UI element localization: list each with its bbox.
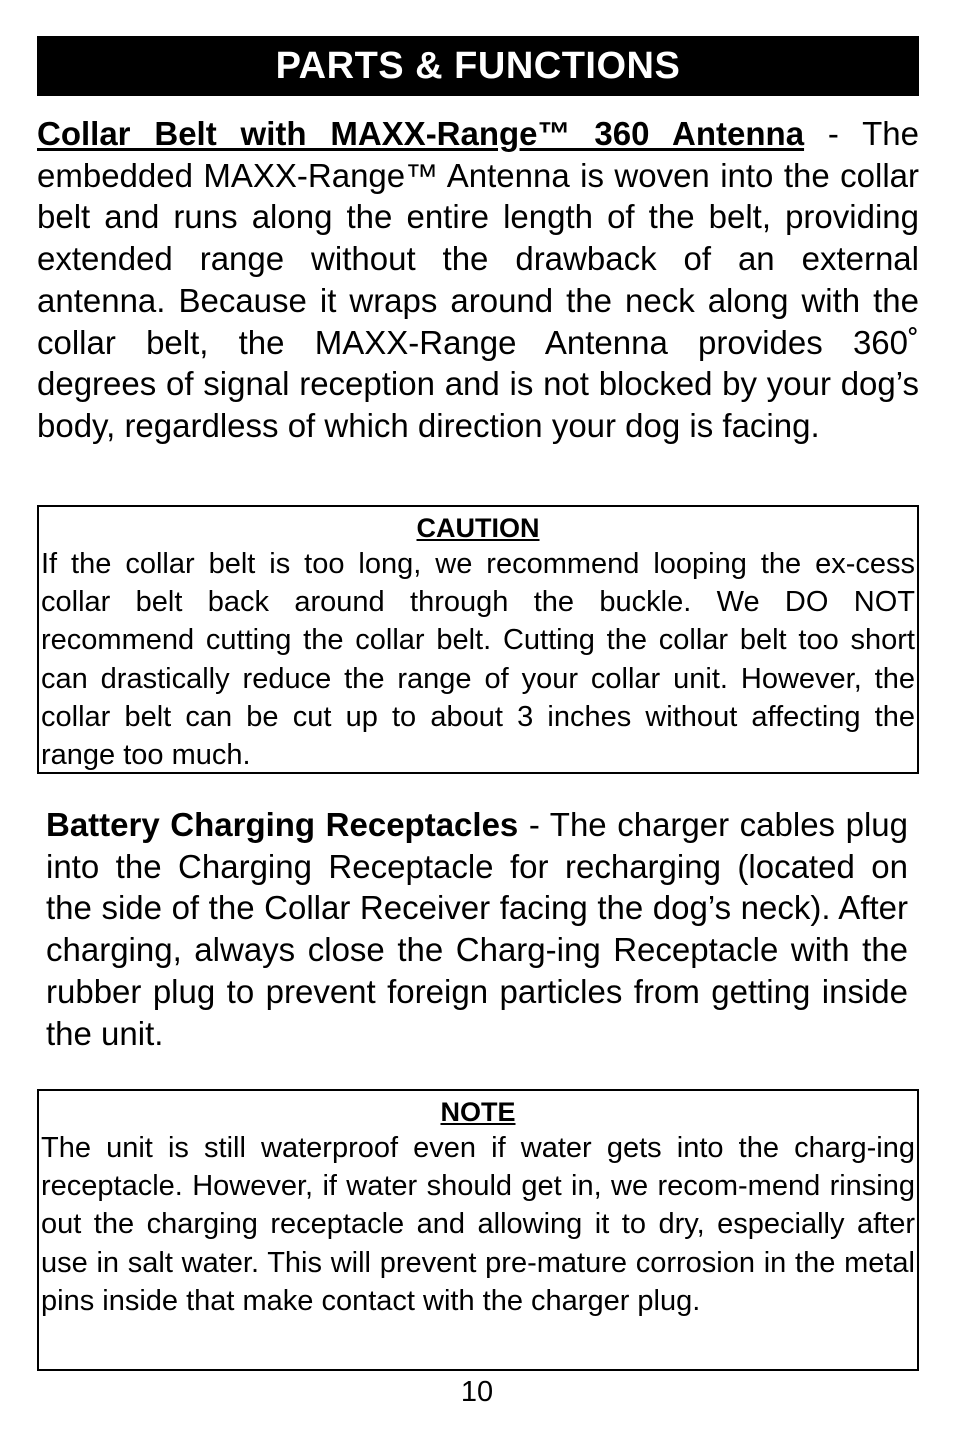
caution-text: If the collar belt is too long, we recommend looping the ex-cess collar belt back around through the buckle. We DO NOT recommend cutting the collar belt. Cutting the collar belt too short can drastically reduce the range of your collar unit. However, the collar belt can be cut up to about 3 inches without affecting the range too much. [41, 548, 915, 772]
note-title: NOTE [440, 1097, 516, 1127]
note-text: The unit is still waterproof even if water gets into the charg-ing receptacle. However, if water should get in, we recom-mend rinsing out the charging receptacle and allowing it to dry, especially after use in salt water. This will prevent pre-mature corrosion in the metal pins inside that make contact with the charger plug. [41, 1132, 915, 1317]
caution-title: CAUTION [416, 513, 540, 543]
battery-charging-term: Battery Charging Receptacles [46, 806, 519, 843]
note-box [37, 1089, 919, 1371]
collar-belt-description: The embedded MAXX-Range™ Antenna is woven into the collar belt and runs along the entire length of the belt, providing extended range without the drawback of an external antenna. Because it wraps around the neck along with the collar belt, the MAXX-Range Antenna provides 360˚ degrees of signal reception and is not blocked by your dog’s body, regardless of which direction your dog is facing. [37, 115, 919, 444]
collar-belt-separator: - [804, 115, 863, 152]
caution-box [37, 505, 919, 774]
section-title: PARTS & FUNCTIONS [275, 44, 681, 87]
page-number: 10 [460, 1376, 494, 1408]
battery-charging-description: The charger cables plug into the Charging Receptacle for recharging (located on the side of the Collar Receiver facing the dog’s neck). After charging, always close the Charg-ing Receptacle with the rubber plug to prevent foreign particles from getting inside the unit. [46, 806, 909, 1052]
collar-belt-section [37, 113, 919, 447]
collar-belt-term: Collar Belt with MAXX-Range™ 360 Antenna [37, 115, 805, 152]
battery-charging-separator: - [518, 806, 550, 843]
battery-charging-section [46, 804, 908, 1054]
section-header [37, 36, 919, 96]
